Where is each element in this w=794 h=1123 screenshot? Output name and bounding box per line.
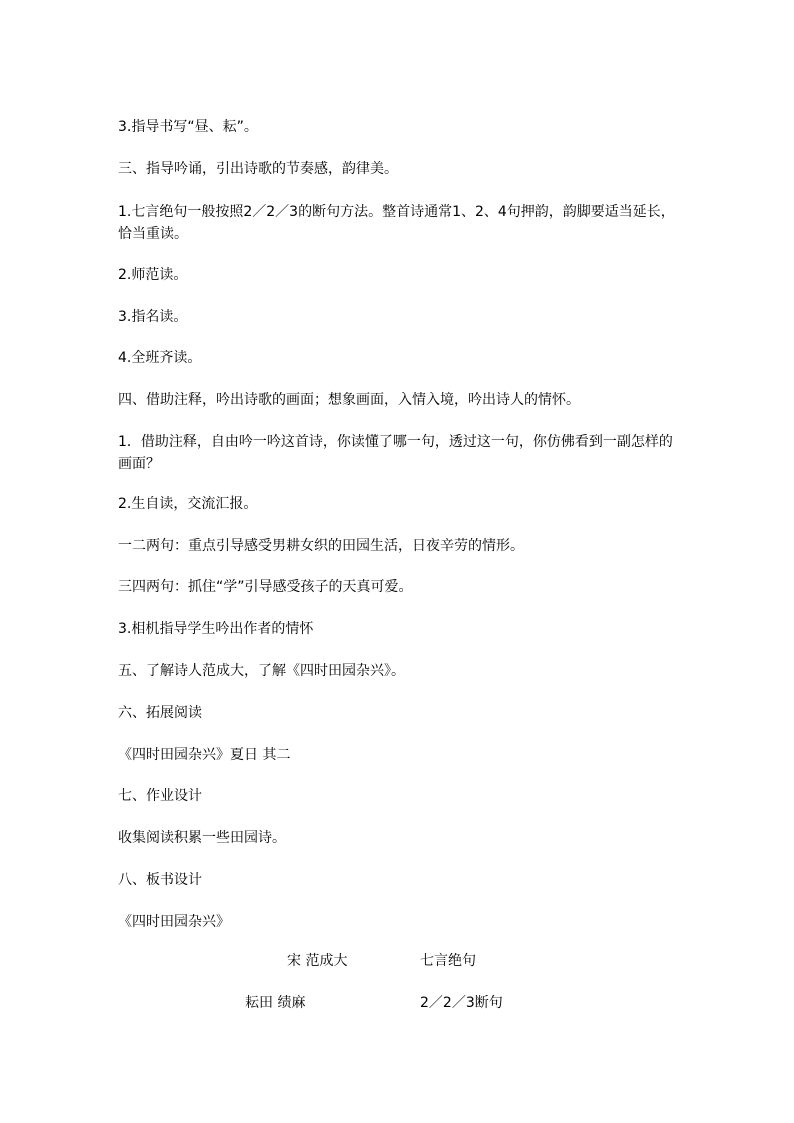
board-rhythm: 2／2／3断句 xyxy=(420,995,503,1011)
paragraph-lines-three-four: 三四两句：抓住“学”引导感受孩子的天真可爱。 xyxy=(118,579,413,595)
paragraph-annotation-question: 1．借助注释，自由吟一吟这首诗，你读懂了哪一句，透过这一句，你仿佛看到一副怎样的画面？ xyxy=(118,434,673,472)
heading-section-3: 三、指导吟诵，引出诗歌的节奏感，韵律美。 xyxy=(118,161,398,177)
paragraph-class-reading: 4.全班齐读。 xyxy=(118,350,202,366)
paragraph-homework: 收集阅读积累一些田园诗。 xyxy=(118,830,286,846)
board-title: 《四时田园杂兴》 xyxy=(118,914,230,930)
heading-section-5: 五、了解诗人范成大，了解《四时田园杂兴》。 xyxy=(118,663,405,679)
paragraph-self-reading: 2.生自读，交流汇报。 xyxy=(118,496,258,512)
board-author: 宋 范成大 xyxy=(287,953,348,969)
heading-section-4: 四、借助注释，吟出诗歌的画面；想象画面，入情入境，吟出诗人的情怀。 xyxy=(118,392,580,408)
heading-section-8: 八、板书设计 xyxy=(118,872,202,888)
paragraph-writing-guide: 3.指导书写“昼、耘”。 xyxy=(118,119,258,135)
paragraph-extended-reading: 《四时田园杂兴》夏日 其二 xyxy=(118,747,291,763)
paragraph-author-feelings: 3.相机指导学生吟出作者的情怀 xyxy=(118,621,314,637)
board-form: 七言绝句 xyxy=(420,953,476,969)
heading-section-6: 六、拓展阅读 xyxy=(118,705,202,721)
heading-section-7: 七、作业设计 xyxy=(118,788,202,804)
paragraph-named-reading: 3.指名读。 xyxy=(118,309,188,325)
paragraph-teacher-reading: 2.师范读。 xyxy=(118,267,188,283)
paragraph-rhythm-method: 1.七言绝句一般按照2／2／3的断句方法。整首诗通常1、2、4句押韵，韵脚要适当延长，恰当重读。 xyxy=(118,204,675,242)
paragraph-lines-one-two: 一二两句：重点引导感受男耕女织的田园生活，日夜辛劳的情形。 xyxy=(118,538,524,554)
board-keywords: 耘田 绩麻 xyxy=(245,995,306,1011)
